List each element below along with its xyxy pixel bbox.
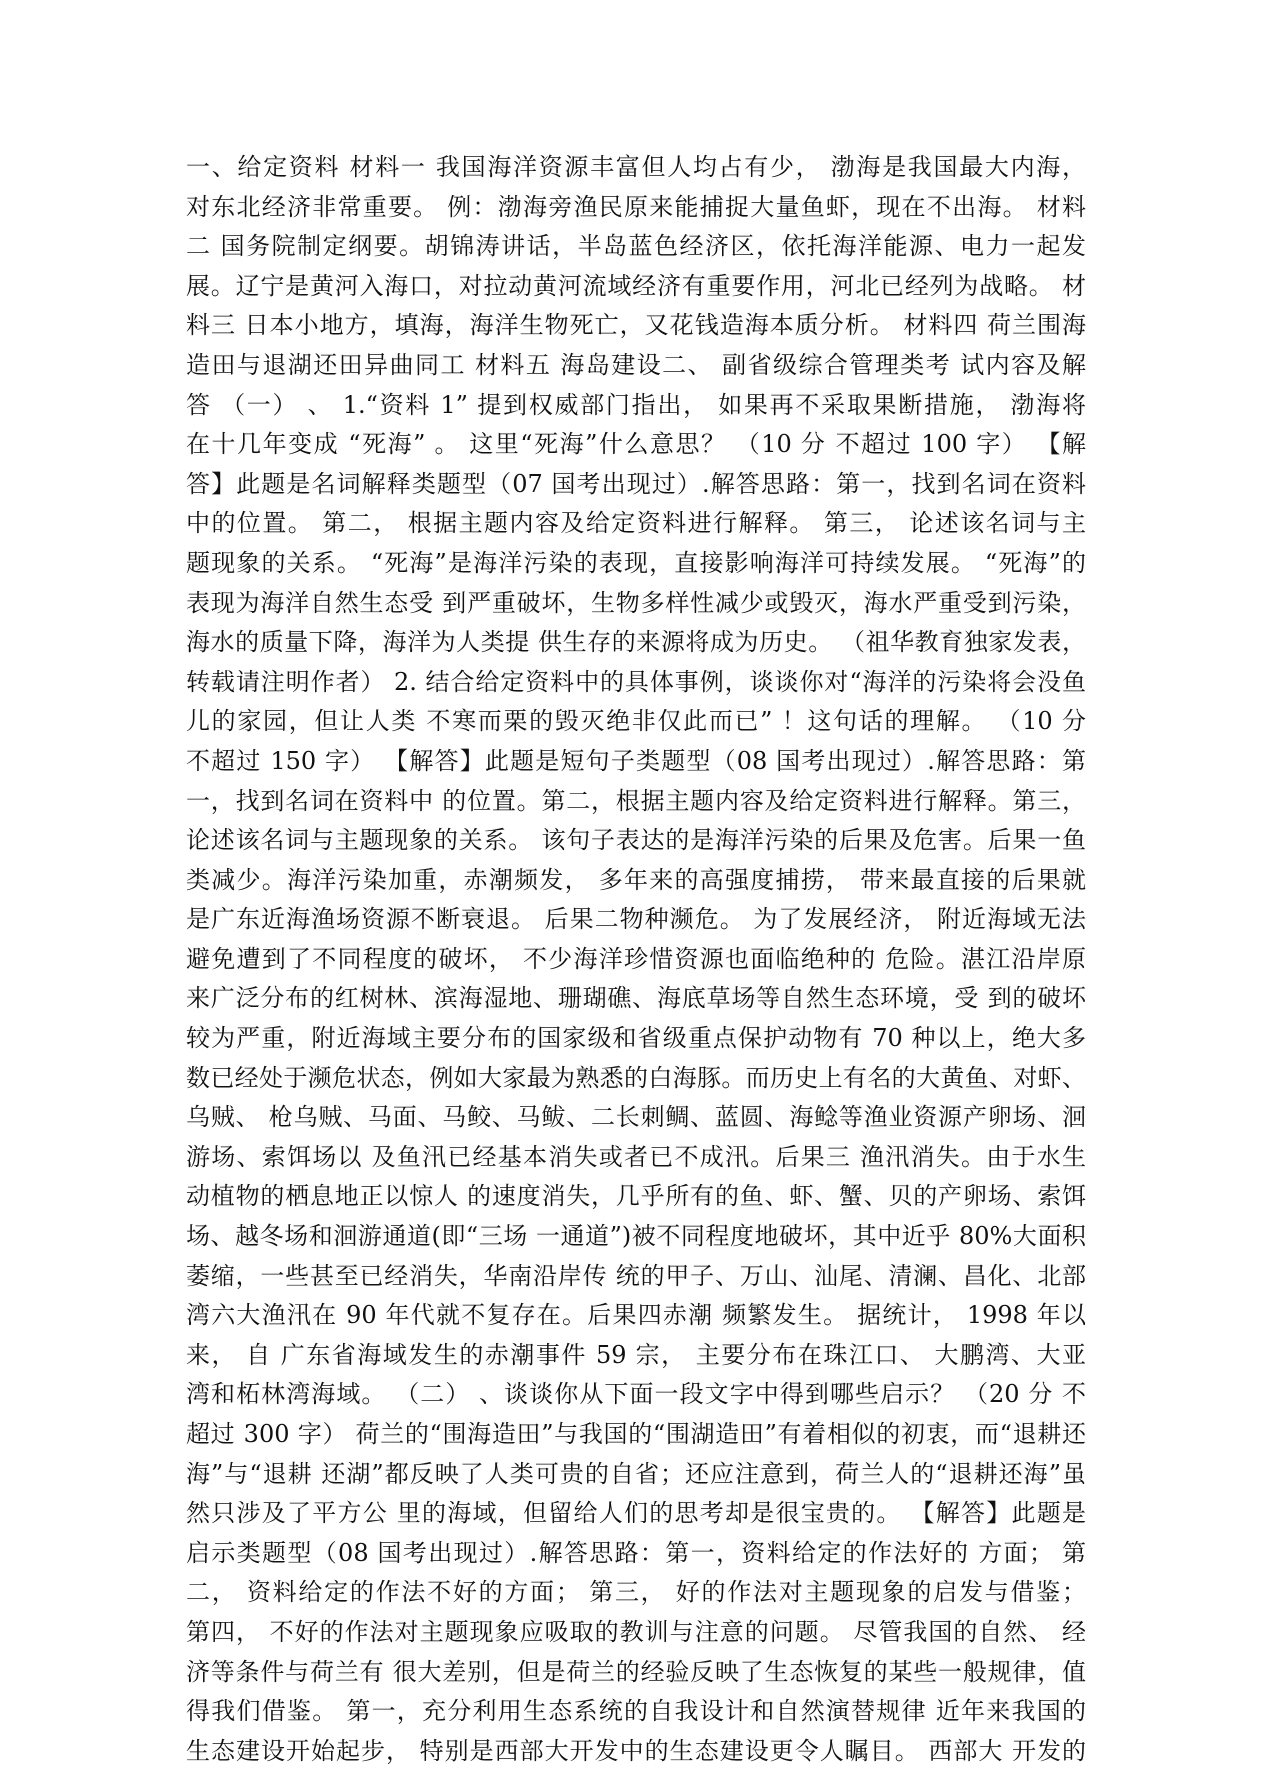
text-line: 论述该名词与主题现象的关系。 该句子表达的是海洋污染的后果及危害。后果一鱼 <box>186 826 1086 855</box>
text-line: 萎缩，一些甚至已经消失，华南沿岸传 统的甲子、万山、汕尾、清澜、昌化、北部 <box>186 1261 1086 1290</box>
text-line: 较为严重，附近海域主要分布的国家级和省级重点保护动物有 70 种以上，绝大多 <box>186 1024 1086 1053</box>
text-line: 来广泛分布的红树林、滨海湿地、珊瑚礁、海底草场等自然生态环境，受 到的破坏 <box>186 984 1086 1013</box>
text-line: 中的位置。 第二， 根据主题内容及给定资料进行解释。 第三， 论述该名词与主 <box>186 509 1086 538</box>
text-line: 二， 资料给定的作法不好的方面； 第三， 好的作法对主题现象的启发与借鉴； <box>186 1578 1086 1607</box>
text-line: 然只涉及了平方公 里的海域，但留给人们的思考却是很宝贵的。 【解答】此题是 <box>186 1499 1086 1528</box>
text-line: 展。辽宁是黄河入海口，对拉动黄河流域经济有重要作用，河北已经列为战略。 材 <box>186 271 1086 300</box>
text-line: 料三 日本小地方，填海，海洋生物死亡，又花钱造海本质分析。 材料四 荷兰围海 <box>186 311 1086 340</box>
document-body <box>186 148 1086 1771</box>
text-line: 济等条件与荷兰有 很大差别，但是荷兰的经验反映了生态恢复的某些一般规律，值 <box>186 1657 1086 1686</box>
text-line: 海水的质量下降，海洋为人类提 供生存的来源将成为历史。 （祖华教育独家发表， <box>186 628 1086 657</box>
text-line: 海”与“退耕 还湖”都反映了人类可贵的自省；还应注意到，荷兰人的“退耕还海”虽 <box>186 1459 1086 1488</box>
text-line: 类减少。海洋污染加重，赤潮频发， 多年来的高强度捕捞， 带来最直接的后果就 <box>186 865 1086 894</box>
text-line: 一，找到名词在资料中 的位置。第二，根据主题内容及给定资料进行解释。第三， <box>186 786 1086 815</box>
text-line: 答】此题是名词解释类题型（07 国考出现过）.解答思路：第一，找到名词在资料 <box>186 469 1086 498</box>
text-line: 场、越冬场和洄游通道(即“三场 一通道”)被不同程度地破坏，其中近乎 80%大面积 <box>186 1222 1086 1251</box>
text-line: 对东北经济非常重要。 例：渤海旁渔民原来能捕捉大量鱼虾，现在不出海。 材料 <box>186 192 1086 221</box>
text-line: 二 国务院制定纲要。胡锦涛讲话，半岛蓝色经济区，依托海洋能源、电力一起发 <box>186 232 1086 261</box>
text-line: 超过 300 字） 荷兰的“围海造田”与我国的“围湖造田”有着相似的初衷，而“退耕还 <box>186 1420 1086 1448</box>
text-line: 动植物的栖息地正以惊人 的速度消失，几乎所有的鱼、虾、蟹、贝的产卵场、索饵 <box>186 1182 1086 1211</box>
text-line: 是广东近海渔场资源不断衰退。 后果二物种濒危。 为了发展经济， 附近海域无法 <box>186 905 1086 934</box>
text-line: 答 （一） 、 1.“资料 1” 提到权威部门指出， 如果再不采取果断措施， 渤海将 <box>186 390 1086 419</box>
text-line: 湾六大渔汛在 90 年代就不复存在。后果四赤潮 频繁发生。 据统计， 1998 年以 <box>186 1301 1086 1330</box>
text-line: 启示类题型（08 国考出现过）.解答思路：第一，资料给定的作法好的 方面； 第 <box>186 1538 1086 1567</box>
text-line: 乌贼、 枪乌贼、马面、马鲛、马鲅、二长刺鲷、蓝圆、海鲶等渔业资源产卵场、洄 <box>186 1103 1086 1132</box>
text-line: 第四， 不好的作法对主题现象应吸取的教训与注意的问题。 尽管我国的自然、 经 <box>186 1617 1086 1646</box>
text-line: 造田与退湖还田异曲同工 材料五 海岛建设二、 副省级综合管理类考 试内容及解 <box>186 350 1086 379</box>
text-line: 得我们借鉴。 第一，充分利用生态系统的自我设计和自然演替规律 近年来我国的 <box>186 1697 1086 1726</box>
text-line: 一、给定资料 材料一 我国海洋资源丰富但人均占有少， 渤海是我国最大内海， <box>186 153 1086 181</box>
text-line: 表现为海洋自然生态受 到严重破坏，生物多样性减少或毁灭，海水严重受到污染， <box>186 588 1086 617</box>
text-line: 湾和柘林湾海域。 （二） 、谈谈你从下面一段文字中得到哪些启示？ （20 分 不 <box>186 1380 1086 1409</box>
text-line: 来， 自 广东省海域发生的赤潮事件 59 宗， 主要分布在珠江口、 大鹏湾、大亚 <box>186 1340 1086 1369</box>
text-line: 儿的家园，但让人类 不寒而栗的毁灭绝非仅此而已” ！这句话的理解。 （10 分 <box>186 707 1086 736</box>
text-line: 在十几年变成 “死海” 。 这里“死海”什么意思？ （10 分 不超过 100 字） 【解 <box>186 430 1086 459</box>
text-line: 生态建设开始起步， 特别是西部大开发中的生态建设更令人瞩目。 西部大 开发的 <box>186 1736 1086 1765</box>
text-line: 游场、索饵场以 及鱼汛已经基本消失或者已不成汛。后果三 渔汛消失。由于水生 <box>186 1142 1086 1171</box>
text-line: 转载请注明作者） 2. 结合给定资料中的具体事例，谈谈你对“海洋的污染将会没鱼 <box>186 667 1086 696</box>
text-line: 不超过 150 字） 【解答】此题是短句子类题型（08 国考出现过）.解答思路：第 <box>186 746 1086 775</box>
text-line: 题现象的关系。 “死海”是海洋污染的表现，直接影响海洋可持续发展。 “死海”的 <box>186 548 1086 577</box>
text-line: 避免遭到了不同程度的破坏， 不少海洋珍惜资源也面临绝种的 危险。湛江沿岸原 <box>186 944 1086 973</box>
text-line: 数已经处于濒危状态，例如大家最为熟悉的白海豚。而历史上有名的大黄鱼、对虾、 <box>186 1063 1086 1092</box>
